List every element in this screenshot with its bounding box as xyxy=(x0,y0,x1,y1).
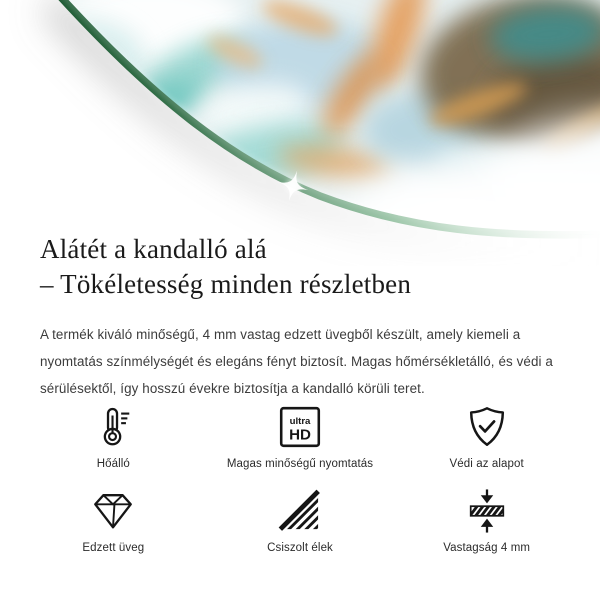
feature-polished-edges xyxy=(207,482,394,566)
feature-tempered-glass xyxy=(20,482,207,566)
feature-label: Védi az alapot xyxy=(449,458,524,470)
feature-grid xyxy=(20,398,580,566)
feature-label: Hőálló xyxy=(96,458,130,470)
feature-label: Csiszolt élek xyxy=(267,542,333,554)
thickness-icon xyxy=(464,488,510,534)
feature-heat-resistant xyxy=(20,398,207,482)
feature-ultra-hd-print xyxy=(207,398,394,482)
page-title-line1: Alátét a kandalló alá xyxy=(40,234,267,264)
glass-mat-artwork xyxy=(0,0,600,266)
page-title xyxy=(40,232,580,302)
product-description: A termék kiváló minőségű, 4 mm vastag edzett üvegből készült, amely kiemeli a nyomtatás színmélységét és elegáns fényt biztosít. Magas hőmérsékletálló, és védi a sérülésektől, így hosszú évekre biztosítja a kandalló körüli teret. xyxy=(40,327,553,397)
polished-edges-icon xyxy=(277,488,323,534)
page-title-line2: – Tökéletesség minden részletben xyxy=(40,269,412,299)
feature-protects-base xyxy=(393,398,580,482)
ultra-hd-icon xyxy=(278,405,322,449)
diamond-icon xyxy=(90,488,136,534)
product-image xyxy=(0,0,600,266)
thermometer-icon xyxy=(90,404,136,450)
hd-text: HD xyxy=(289,426,311,444)
ultra-text: ultra xyxy=(289,415,311,427)
feature-label: Magas minőségű nyomtatás xyxy=(226,458,374,470)
feature-label: Vastagság 4 mm xyxy=(443,542,531,554)
shield-check-icon xyxy=(464,404,510,450)
feature-thickness xyxy=(393,482,580,566)
feature-label: Edzett üveg xyxy=(82,542,145,554)
